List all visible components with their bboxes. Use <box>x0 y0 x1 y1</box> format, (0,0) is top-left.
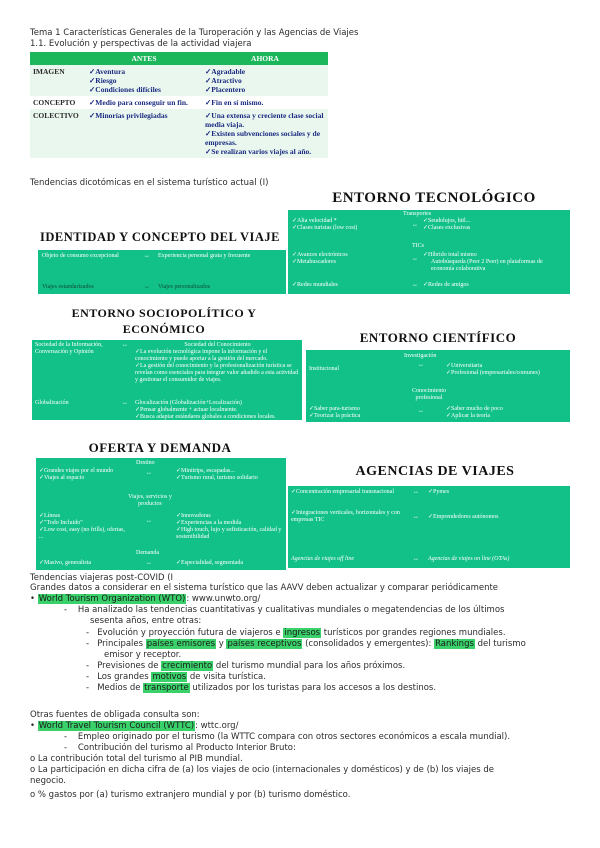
item-highlight: crecimiento <box>162 661 213 671</box>
identidad-left: Objeto de consumo excepcional <box>42 253 119 259</box>
cientifico-right-item: ✓ Universitaria <box>446 363 540 370</box>
ahora-item: ✓ Una extensa y creciente clase social media viaja. <box>205 111 325 129</box>
oferta-head: Viajes, servicios y productos <box>128 494 172 507</box>
wttc-name[interactable]: World Travel Tourism Council (WTTC) <box>38 721 195 731</box>
agencias-arrow: ↔ <box>413 556 419 562</box>
ahora-item: ✓ Atractivo <box>205 76 325 85</box>
oferta-right-item: ✓ Minitrips, escapadas... <box>176 468 258 475</box>
item-highlight: países emisores <box>146 639 216 649</box>
socio-right-item: ✓ Busca adaptar estándares globales a condiciones locales. <box>135 414 300 421</box>
identidad-right: Viajes personalizados <box>158 284 211 290</box>
wto-desc-1: - Ha analizado las tendencias cuantitativas y cualitativas mundiales o megatendencias de los últimos <box>64 605 505 615</box>
item-text: de visita turística. <box>187 672 266 682</box>
item-text: turísticos por grandes regiones mundiales. <box>321 628 506 638</box>
tec-right-item: Autobúsqueda (Peer 2 Peer) en plataformas de economía colaborativa <box>431 259 543 272</box>
oferta-arrow: ↔ <box>146 560 152 566</box>
item-text: y <box>216 639 227 649</box>
table-header-antes: ANTES <box>131 54 157 63</box>
otras-fuentes: Otras fuentes de obligada consulta son: <box>30 710 200 720</box>
o-item: o La contribución total del turismo al PIB mundial. <box>30 754 243 764</box>
row-label-colectivo: COLECTIVO <box>33 111 79 120</box>
row-label-concepto: CONCEPTO <box>33 98 76 107</box>
tec-right-item: ✓ Híbrido total mismo <box>423 252 563 259</box>
tec-left-item: ✓ Alta velocidad * <box>292 218 392 225</box>
ahora-item: ✓ Agradable <box>205 67 325 76</box>
agencias-right-item: ✓ Pymes <box>428 489 449 495</box>
tecnologico-panel <box>288 210 570 294</box>
cientifico-right-item: ✓ Profesional (empresariales/comunes) <box>446 370 540 377</box>
item-text: (consolidados y emergentes): <box>302 639 435 649</box>
wto-name[interactable]: World Tourism Organization (WTO) <box>38 594 186 604</box>
socio-arrow: ↔ <box>122 342 128 348</box>
oferta-right-item: ✓ High touch, lujo y sofisticación, calidad y sostenibilidad <box>176 527 282 541</box>
identidad-left: Viajes estandarizados <box>42 284 94 290</box>
tecnologico-head-tics: TICs <box>412 243 424 249</box>
tec-arrow: ↔ <box>412 256 418 262</box>
wto-item: - Previsiones de crecimiento del turismo mundial para los años próximos. <box>86 661 406 671</box>
oferta-right-item: ✓ Innovadoras <box>176 513 282 520</box>
table-header-empty <box>30 52 86 65</box>
item-highlight: países receptivos <box>227 639 302 649</box>
tec-right-item: ✓ Seudolujos, hitl... <box>423 218 563 225</box>
wto-desc-2: sesenta años, entre otras: <box>90 616 202 626</box>
oferta-left-item: ✓ Viajes al espacio <box>39 475 113 482</box>
cientifico-left-item: ✓ Saber para-turismo <box>309 406 360 413</box>
wto-item: - Los grandes motivos de visita turística. <box>86 672 266 682</box>
antes-item: ✓ Minorías privilegiadas <box>89 111 199 120</box>
item-highlight: ingresos <box>284 628 321 638</box>
ahora-item: ✓ Placentero <box>205 85 325 94</box>
tecnologico-title: ENTORNO TECNOLÓGICO <box>332 190 536 206</box>
sociopolitico-panel <box>32 340 302 420</box>
wttc-url[interactable]: : wttc.org/ <box>195 721 239 731</box>
wttc-item-text: Contribución del turismo al Producto Interior Bruto: <box>77 743 296 753</box>
wto-line: • World Tourism Organization (WTO): www.unwto.org/ <box>30 594 261 604</box>
socio-right-item: ✓ Pensar globalmente + actuar localmente. <box>135 407 300 414</box>
antes-item: ✓ Medio para conseguir un fin. <box>89 98 199 107</box>
oferta-title: OFERTA Y DEMANDA <box>88 440 232 455</box>
tecnologico-head-transportes: Transportes <box>403 211 432 217</box>
wto-url[interactable]: : www.unwto.org/ <box>186 594 261 604</box>
item-highlight: Rankings <box>435 639 474 649</box>
postcovid-intro: Grandes datos a considerar en el sistema turístico que las AAVV deben actualizar y comparar periódicamente <box>30 583 499 593</box>
socio-right-item: ✓ La evolución tecnológica impone la información y el conocimiento y puede aportar a la gestión del mercado. <box>135 349 300 363</box>
tec-left-item: ✓ Metabuscadores <box>292 259 392 266</box>
tec-arrow: ↔ <box>412 282 418 288</box>
tec-left-item: ✓ Redes mundiales <box>292 282 338 288</box>
cientifico-head: Investigación <box>404 353 437 359</box>
oferta-left-item: ✓ Grandes viajes por el mundo <box>39 468 113 475</box>
socio-left: Globalización <box>35 400 69 406</box>
cientifico-head: Conocimiento profesional <box>412 388 446 401</box>
cientifico-arrow: ↔ <box>418 408 424 414</box>
ahora-item: ✓ Se realizan varios viajes al año. <box>205 147 325 156</box>
agencias-panel <box>288 486 570 568</box>
evolution-table <box>30 52 328 158</box>
postcovid-title: Tendencias viajeras post-COVID (I <box>30 573 174 583</box>
item-text: del turismo <box>474 639 526 649</box>
agencias-right-item: Agencias de viajes on line (OTAs) <box>428 556 510 562</box>
tec-left-item: ✓ Avances electrónicos <box>292 252 392 259</box>
socio-arrow: ↔ <box>122 400 128 406</box>
wttc-line: • World Travel Tourism Council (WTTC): wttc.org/ <box>30 721 239 731</box>
item-text: Los grandes <box>97 672 152 682</box>
wto-item: - Medios de transporte utilizados por los turistas para los accesos a los destinos. <box>86 683 437 693</box>
ahora-item: ✓ Fin en sí mismo. <box>205 98 325 107</box>
cientifico-left-item: ✓ Teorizar la práctica <box>309 413 360 420</box>
wttc-item: - Contribución del turismo al Producto Interior Bruto: <box>64 743 296 753</box>
tec-arrow: ↔ <box>412 222 418 228</box>
oferta-left-item: ✓ Masivo, generalista <box>39 560 91 566</box>
item-text: Principales <box>97 639 146 649</box>
identidad-panel <box>38 250 286 294</box>
document-title: Tema 1 Características Generales de la Turoperación y las Agencias de Viajes <box>30 28 359 38</box>
wto-item: - Principales países emisores y países receptivos (consolidados y emergentes): Rankings del turismo <box>86 639 526 649</box>
agencias-left-item: Agencias de viajes off line <box>291 556 354 562</box>
oferta-head: Destino <box>136 460 155 466</box>
item-text: utilizados por los turistas para los accesos a los destinos. <box>189 683 437 693</box>
wttc-item-text: Empleo originado por el turismo (la WTTC compara con otros sectores económicos a escala mundial). <box>77 732 511 742</box>
item-text: del turismo mundial para los años próximos. <box>213 661 406 671</box>
cientifico-arrow: ↔ <box>418 362 424 368</box>
oferta-arrow: ↔ <box>146 470 152 476</box>
agencias-arrow: ↔ <box>413 489 419 495</box>
table-header-ahora: AHORA <box>251 54 279 63</box>
antes-item: ✓ Condiciones difíciles <box>89 85 199 94</box>
oferta-left-item: ✓ Low cost, easy (no frills), ofertas, ... <box>39 527 129 541</box>
cientifico-right-item: ✓ Aplicar la teoría <box>446 413 503 420</box>
agencias-right-item: ✓ Emprendedores autónomos <box>428 514 499 520</box>
agencias-left-item: ✓ Integraciones verticales, horizontales y con empresas TIC <box>291 510 411 524</box>
identidad-arrow: ↔ <box>144 284 150 290</box>
tec-right-item: ✓ Redes de amigos <box>423 282 469 288</box>
item-text: Previsiones de <box>97 661 162 671</box>
oferta-right-item: ✓ Especialidad, segmentada <box>176 560 243 566</box>
sociopolitico-title-2: ECONÓMICO <box>122 322 206 336</box>
wto-desc-text: Ha analizado las tendencias cuantitativas y cualitativas mundiales o megatendencias de los últimos <box>77 605 505 615</box>
identidad-arrow: ↔ <box>144 253 150 259</box>
ahora-item: ✓ Existen subvenciones sociales y de empresas. <box>205 129 325 147</box>
tendencias-label: Tendencias dicotómicas en el sistema turístico actual (I) <box>30 178 269 188</box>
oferta-right-item: ✓ Turismo rural, turismo solidario <box>176 475 258 482</box>
socio-left: Sociedad de la Información, Conversación y Opinión <box>35 342 103 355</box>
tec-left-item: ✓ Clases turistas (low cost) <box>292 225 392 232</box>
oferta-right-item: ✓ Experiencias a la medida <box>176 520 282 527</box>
agencias-title: AGENCIAS DE VIAJES <box>355 464 515 479</box>
socio-right-item: ✓ La gestión del conocimiento y la profesionalización turística se revelan como esenciales para integrar valor añadido a esta actividad y gestionar el consumidor de viajes. <box>135 363 300 384</box>
o-item: o % gastos por (a) turismo extranjero mundial y por (b) turismo doméstico. <box>30 790 351 800</box>
tec-right-item: ✓ Clases exclusivas <box>423 225 563 232</box>
socio-right-head: Sociedad del Conocimiento <box>184 342 251 348</box>
wto-item-cont: emisor y receptor. <box>104 650 182 660</box>
cientifico-left: Institucional <box>309 366 339 372</box>
item-highlight: motivos <box>152 672 187 682</box>
wttc-item: - Empleo originado por el turismo (la WTTC compara con otros sectores económicos a escala mundial). <box>64 732 511 742</box>
sociopolitico-title-1: ENTORNO SOCIOPOLÍTICO Y <box>71 306 257 320</box>
o-item: negocio. <box>30 776 67 786</box>
identidad-right: Experiencia personal grata y frecuente <box>158 253 251 259</box>
oferta-left-item: ✓ Líneas <box>39 513 129 520</box>
oferta-left-item: ✓ "Todo Incluido" <box>39 520 129 527</box>
agencias-arrow: ↔ <box>413 514 419 520</box>
oferta-head: Demanda <box>136 550 159 556</box>
cientifico-right-item: ✓ Saber mucho de poco <box>446 406 503 413</box>
o-item: o La participación en dicha cifra de (a) los viajes de ocio (internacionales y domésticos) y de (b) los viajes de <box>30 765 494 775</box>
section-subtitle: 1.1. Evolución y perspectivas de la actividad viajera <box>30 39 252 49</box>
cientifico-panel <box>306 350 570 422</box>
antes-item: ✓ Riesgo <box>89 76 199 85</box>
cientifico-title: ENTORNO CIENTÍFICO <box>359 330 517 345</box>
socio-right-head: Glocalización (Globalización+Localización) <box>135 400 242 406</box>
antes-item: ✓ Aventura <box>89 67 199 76</box>
item-text: Medios de <box>97 683 144 693</box>
oferta-arrow: ↔ <box>146 518 152 524</box>
row-label-imagen: IMAGEN <box>33 67 65 76</box>
wto-item: - Evolución y proyección futura de viajeros e ingresos turísticos por grandes regiones mundiales. <box>86 628 506 638</box>
identidad-title: IDENTIDAD Y CONCEPTO DEL VIAJE <box>39 230 281 244</box>
item-text: Evolución y proyección futura de viajeros e <box>97 628 284 638</box>
oferta-panel <box>36 458 286 570</box>
agencias-left-item: ✓ Concentración empresarial transnacional <box>291 489 411 496</box>
item-highlight: transporte <box>144 683 189 693</box>
